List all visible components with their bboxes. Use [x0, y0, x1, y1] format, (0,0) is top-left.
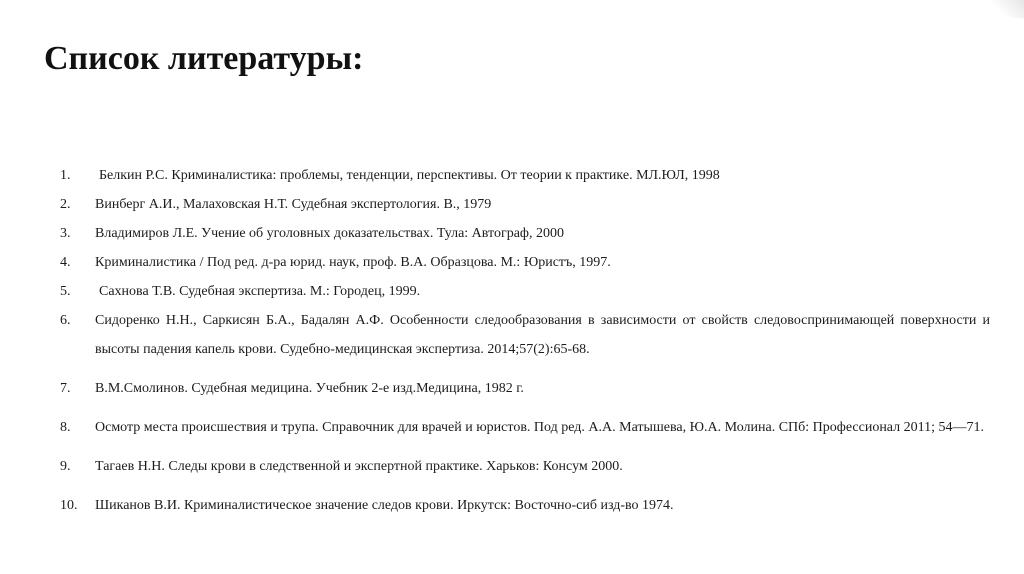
list-item-number: 9.: [60, 459, 71, 474]
list-item-text: Белкин Р.С. Криминалистика: проблемы, тенденции, перспективы. От теории к практике. МЛ.ЮЛ, 1998: [99, 168, 720, 183]
list-item-number: 4.: [60, 255, 71, 270]
list-item-number: 5.: [60, 284, 71, 299]
list-item-number: 7.: [60, 381, 71, 396]
list-item-text: Владимиров Л.Е. Учение об уголовных доказательствах. Тула: Автограф, 2000: [95, 226, 564, 241]
list-item-number: 2.: [60, 197, 71, 212]
list-item: [60, 161, 990, 190]
list-item: [60, 219, 990, 248]
list-item-text: Осмотр места происшествия и трупа. Справочник для врачей и юристов. Под ред. А.А. Матышева, Ю.А. Молина. СПб: Профессионал 2011; 54—71.: [95, 420, 984, 435]
list-item-number: 3.: [60, 226, 71, 241]
slide-title: Список литературы:: [44, 40, 364, 77]
list-item-text: Сахнова Т.В. Судебная экспертиза. М.: Городец, 1999.: [99, 284, 421, 299]
list-item: [60, 452, 990, 481]
list-item: [60, 306, 990, 364]
list-item: [60, 190, 990, 219]
list-item: [60, 374, 990, 403]
list-item-text: Тагаев Н.Н. Следы крови в следственной и экспертной практике. Харьков: Консум 2000.: [95, 459, 623, 474]
list-item-text: Винберг А.И., Малаховская Н.Т. Судебная экспертология. В., 1979: [95, 197, 492, 212]
list-item: [60, 491, 990, 520]
list-item-number: 6.: [60, 313, 71, 328]
list-item: [60, 248, 990, 277]
list-item-number: 8.: [60, 420, 71, 435]
list-item: [60, 413, 990, 442]
list-item-text: В.М.Смолинов. Судебная медицина. Учебник 2-е изд.Медицина, 1982 г.: [95, 381, 524, 396]
list-item-text: Криминалистика / Под ред. д-ра юрид. наук, проф. В.А. Образцова. М.: Юристъ, 1997.: [95, 255, 611, 270]
list-item-text: Шиканов В.И. Криминалистическое значение следов крови. Иркутск: Восточно-сиб изд-во 1974.: [95, 498, 674, 513]
list-item: [60, 277, 990, 306]
list-item-number: 10.: [60, 498, 78, 513]
list-item-text: Сидоренко Н.Н., Саркисян Б.А., Бадалян А.Ф. Особенности следообразования в зависимости от свойств следовоспринимающей поверхности и высоты падения капель крови. Судебно-медицинская экспертиза. 2014;57(2):65-68.: [95, 313, 990, 357]
reference-list: [60, 161, 990, 520]
page-corner-shadow: [990, 0, 1024, 18]
list-item-number: 1.: [60, 168, 71, 183]
